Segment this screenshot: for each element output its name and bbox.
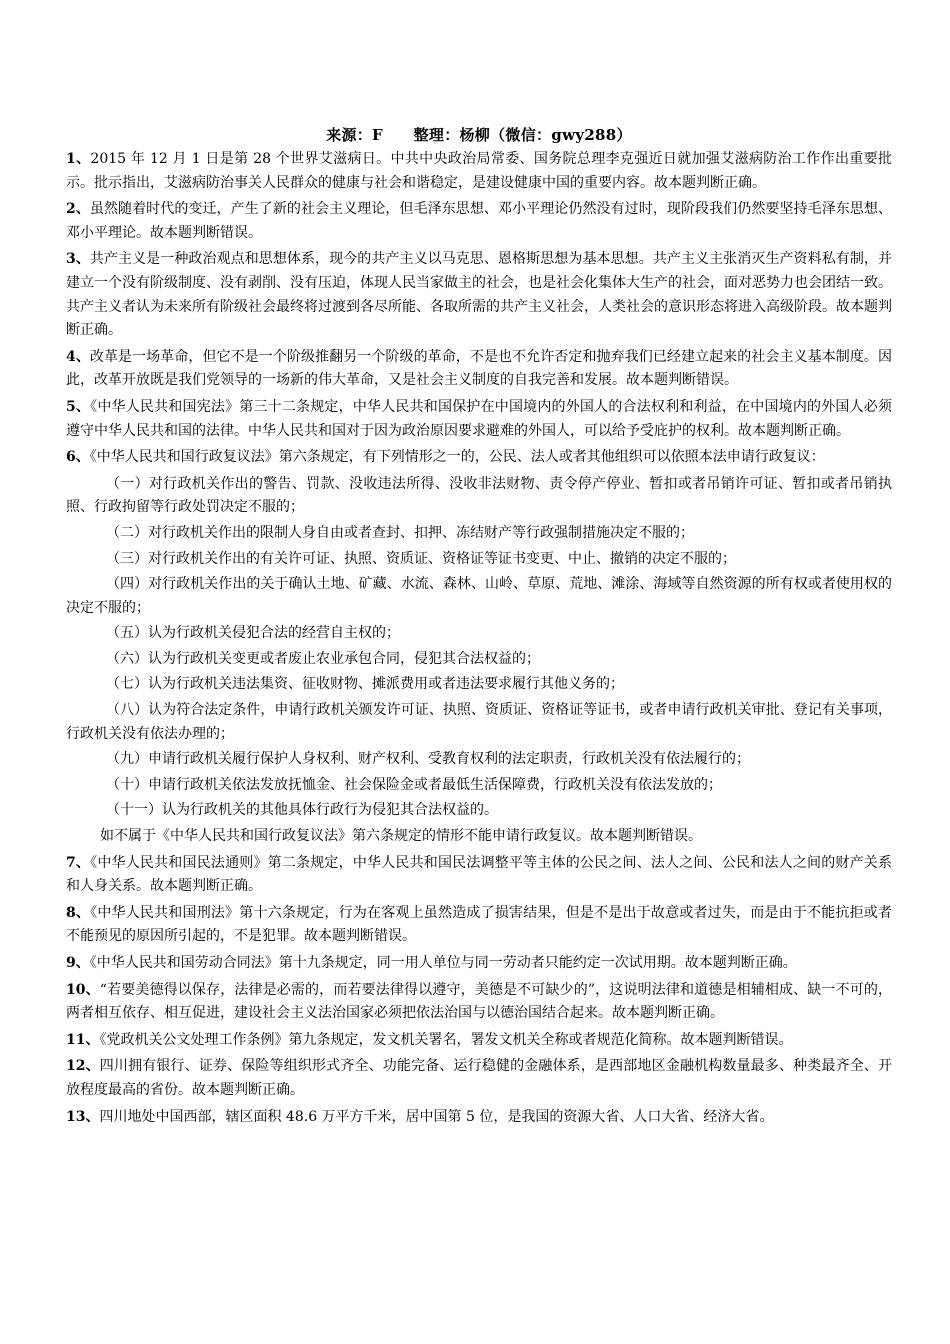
question-text: 四川拥有银行、证券、保险等组织形式齐全、功能完备、运行稳健的金融体系，是西部地区金融机构数量最多、种类最齐全、开放程度最高的省份。故本题判断正确。	[66, 1058, 892, 1098]
clause-item: （十）申请行政机关依法发放抚恤金、社会保险金或者最低生活保障费，行政机关没有依法发放的；	[106, 776, 722, 793]
clause-item: （六）认为行政机关变更或者废止农业承包合同，侵犯其合法权益的；	[106, 650, 540, 667]
question-list-continued	[66, 852, 892, 1130]
clause-item: （十一）认为行政机关的其他具体行政行为侵犯其合法权益的。	[106, 802, 498, 819]
question-number: 6、	[66, 449, 90, 466]
question-item	[66, 852, 892, 899]
article-six-clauses	[66, 473, 892, 823]
question-list	[66, 148, 892, 470]
document-page	[66, 122, 892, 1132]
question-number: 2、	[66, 201, 90, 218]
question-number: 9、	[66, 955, 90, 971]
question-text: 《党政机关公文处理工作条例》第九条规定，发文机关署名，署发文机关全称或者规范化简称。故本题判断错误。	[99, 1031, 793, 1048]
clause-item: （九）申请行政机关履行保护人身权利、财产权利、受教育权利的法定职责，行政机关没有依法履行的；	[106, 751, 750, 768]
question-number: 11、	[66, 1031, 100, 1048]
question-number: 10、	[66, 981, 100, 998]
question-item	[66, 446, 892, 470]
clause-item: （一）对行政机关作出的警告、罚款、没收违法所得、没收非法财物、责令停产停业、暂扣或者吊销许可证、暂扣或者吊销执照、行政拘留等行政处罚决定不服的；	[66, 475, 892, 516]
question-item	[66, 979, 892, 1026]
question-number: 5、	[66, 398, 91, 415]
question-number: 12、	[66, 1058, 100, 1075]
question-item	[66, 346, 892, 393]
question-number: 7、	[66, 854, 91, 871]
clause-item: （八）认为符合法定条件，申请行政机关颁发许可证、执照、资质证、资格证等证书，或者申请行政机关审批、登记有关事项，行政机关没有依法办理的；	[66, 702, 892, 742]
source-header: 来源：F 整理：杨柳（微信：gwy288）	[326, 126, 632, 144]
question-text: 四川地处中国西部，辖区面积 48.6 万平方千米，居中国第 5 位，是我国的资源大省、人口大省、经济大省。	[99, 1108, 774, 1125]
question-number: 4、	[66, 348, 90, 365]
question-item	[66, 952, 892, 976]
question-text: 2015 年 12 月 1 日是第 28 个世界艾滋病日。中共中央政治局常委、国务院总理李克强近日就加强艾滋病防治工作作出重要批示。批示指出，艾滋病防治事关人民群众的健康与社会和谐稳定，是建设健康中国的重要内容。故本题判断正确。	[66, 151, 892, 191]
clause-item: （三）对行政机关作出的有关许可证、执照、资质证、资格证等证书变更、中止、撤销的决定不服的；	[106, 550, 736, 567]
question-number: 13、	[66, 1108, 100, 1125]
question-item	[66, 396, 892, 443]
question-item	[66, 248, 892, 342]
question-item	[66, 148, 892, 195]
question-text: 《中华人民共和国行政复议法》第六条规定，有下列情形之一的，公民、法人或者其他组织可以依照本法申请行政复议：	[89, 449, 825, 466]
question-text: 虽然随着时代的变迁，产生了新的社会主义理论，但毛泽东思想、邓小平理论仍然没有过时，现阶段我们仍然要坚持毛泽东思想、邓小平理论。故本题判断错误。	[66, 201, 892, 241]
question-text: 改革是一场革命，但它不是一个阶级推翻另一个阶级的革命，不是也不允许否定和抛弃我们已经建立起来的社会主义基本制度。因此，改革开放既是我们党领导的一场新的伟大革命，又是社会主义制度的自我完善和发展。故本题判断错误。	[66, 348, 892, 389]
question-item	[66, 902, 892, 949]
question-item	[66, 1055, 892, 1102]
question-number: 3、	[66, 251, 90, 268]
question-item	[66, 1029, 892, 1053]
question-number: 8、	[66, 904, 91, 921]
clause-item: （二）对行政机关作出的限制人身自由或者查封、扣押、冻结财产等行政强制措施决定不服的；	[106, 524, 694, 541]
question-text: 《中华人民共和国民法通则》第二条规定，中华人民共和国民法调整平等主体的公民之间、法人之间、公民和法人之间的财产关系和人身关系。故本题判断正确。	[66, 854, 892, 895]
question-text: 《中华人民共和国宪法》第三十二条规定，中华人民共和国保护在中国境内的外国人的合法权利和利益，在中国境内的外国人必须遵守中华人民共和国的法律。中华人民共和国对于因为政治原因要求避难的外国人，可以给予受庇护的权利。故本题判断正确。	[66, 398, 892, 439]
question-number: 1、	[66, 151, 91, 167]
clause-item: （四）对行政机关作出的关于确认土地、矿藏、水流、森林、山岭、草原、荒地、滩涂、海域等自然资源的所有权或者使用权的决定不服的；	[66, 576, 892, 616]
question-text: “若要美德得以保存，法律是必需的，而若要法律得以遵守，美德是不可缺少的”，这说明法律和道德是相辅相成、缺一不可的，两者相互依存、相互促进，建设社会主义法治国家必须把依法治国与以德治国结合起来。故本题判断正确。	[66, 981, 892, 1022]
article-six-conclusion: 如不属于《中华人民共和国行政复议法》第六条规定的情形不能申请行政复议。故本题判断错误。	[100, 828, 702, 845]
clause-item: （七）认为行政机关违法集资、征收财物、摊派费用或者违法要求履行其他义务的；	[106, 676, 624, 693]
question-text: 《中华人民共和国劳动合同法》第十九条规定，同一用人单位与同一劳动者只能约定一次试用期。故本题判断正确。	[89, 955, 797, 971]
clause-item: （五）认为行政机关侵犯合法的经营自主权的；	[106, 625, 400, 642]
question-text: 《中华人民共和国刑法》第十六条规定，行为在客观上虽然造成了损害结果，但是不是出于故意或者过失，而是由于不能抗拒或者不能预见的原因所引起的，不是犯罪。故本题判断错误。	[66, 904, 892, 945]
question-item	[66, 198, 892, 245]
question-text: 共产主义是一种政治观点和思想体系，现今的共产主义以马克思、恩格斯思想为基本思想。共产主义主张消灭生产资料私有制，并建立一个没有阶级制度、没有剥削、没有压迫，体现人民当家做主的社会，也是社会化集体大生产的社会，面对恶势力也会团结一致。共产主义者认为未来所有阶级社会最终将过渡到各尽所能、各取所需的共产主义社会，人类社会的意识形态将进入高级阶段。故本题判断正确。	[66, 251, 892, 339]
question-item	[66, 1106, 892, 1130]
